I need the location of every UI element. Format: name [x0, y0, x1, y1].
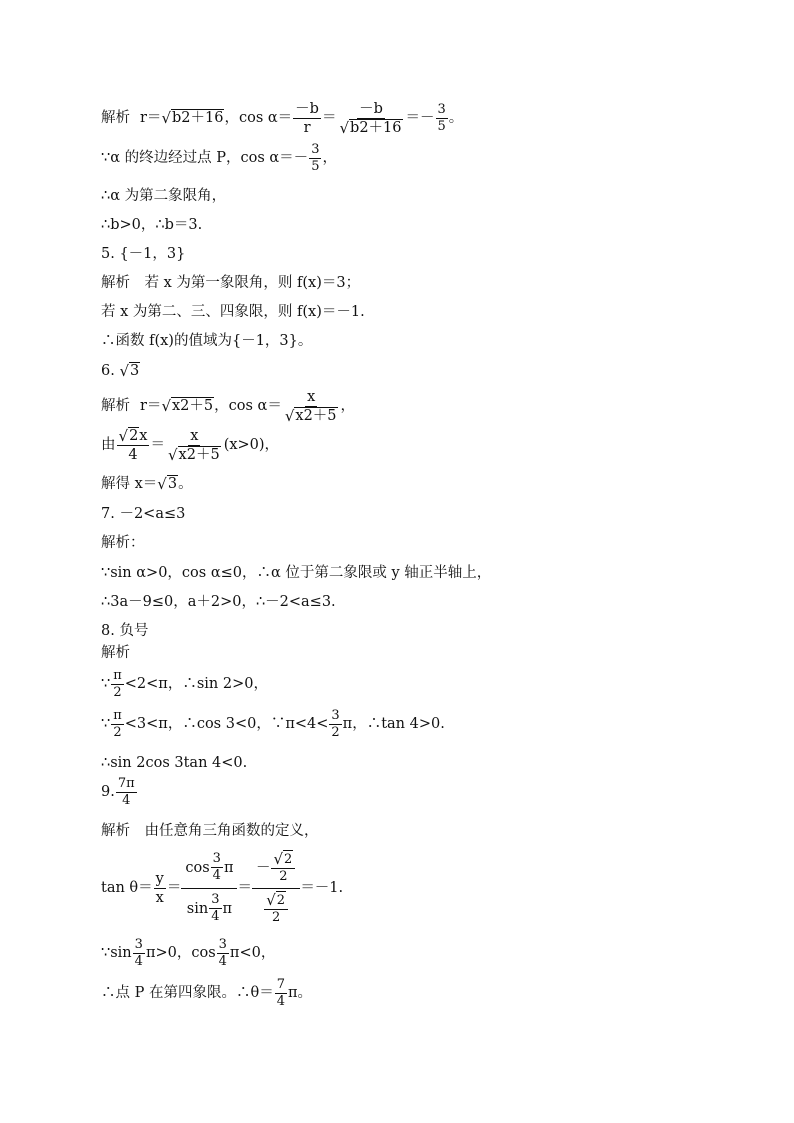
line-2 — [101, 137, 337, 179]
denominator: 2 — [331, 724, 340, 740]
sqrt-arg: x2＋5 — [295, 407, 337, 424]
fraction — [117, 427, 150, 464]
fraction — [271, 850, 295, 885]
fraction — [116, 776, 137, 809]
text: ＝－1. — [300, 880, 344, 896]
numerator: 3 — [331, 707, 340, 723]
text: ∵ — [101, 716, 111, 732]
numerator — [181, 848, 237, 889]
denominator: r — [303, 119, 311, 136]
text: ∴点 P 在第四象限。∴θ＝ — [101, 985, 274, 1001]
text: r＝ — [140, 110, 162, 126]
fraction — [329, 708, 341, 741]
text: x — [139, 427, 148, 444]
denominator: 4 — [128, 446, 138, 463]
sqrt: √ 3 — [119, 362, 140, 380]
line-11 — [101, 424, 279, 466]
text: ＝ — [237, 880, 252, 896]
numerator: 7 — [276, 976, 285, 992]
text: 。 — [178, 476, 193, 492]
text: π。 — [288, 985, 313, 1001]
text: ＝－ — [405, 110, 435, 126]
denominator: 4 — [212, 868, 221, 883]
line-16: ∴3a－9≤0，a＋2>0，∴－2<a≤3. — [101, 594, 336, 610]
denominator: 2 — [279, 869, 288, 884]
line-6: 解析 若 x 为第一象限角，则 f(x)＝3； — [101, 275, 361, 291]
numerator: 3 — [134, 936, 143, 952]
line-10 — [101, 385, 355, 427]
text: π>0，cos — [145, 945, 216, 961]
sqrt-arg: x2＋5 — [178, 446, 220, 463]
label-analysis: 解析 — [101, 398, 130, 414]
numerator: x — [307, 388, 316, 405]
sqrt: √ b2＋16 — [339, 118, 402, 137]
line-1 — [101, 97, 463, 139]
line-12 — [101, 474, 193, 494]
fraction — [293, 100, 321, 137]
line-19 — [101, 663, 268, 705]
denominator: x — [155, 889, 164, 906]
text: 9. — [101, 784, 115, 800]
numerator: 7π — [117, 775, 135, 791]
numerator: y — [155, 870, 164, 887]
numerator — [252, 848, 300, 889]
line-18: 解析 — [101, 645, 130, 661]
line-3: ∴α 为第二象限角， — [101, 188, 227, 204]
sqrt: √ 2 — [266, 891, 286, 909]
fraction — [337, 100, 404, 137]
sqrt-arg: 2 — [284, 852, 293, 867]
text: 解得 x＝ — [101, 476, 158, 492]
text: 由 — [101, 437, 116, 453]
denominator: 2 — [113, 724, 122, 740]
fraction — [264, 891, 288, 926]
numerator: －b — [359, 100, 383, 117]
fraction — [211, 851, 223, 884]
sqrt-arg: x2＋5 — [172, 398, 214, 414]
numerator: 3 — [218, 936, 227, 952]
text: cos — [185, 859, 210, 876]
sqrt: √ 2 — [118, 426, 139, 445]
text: π — [223, 859, 234, 876]
fraction — [133, 937, 145, 970]
line-22 — [101, 771, 138, 813]
fraction — [181, 848, 237, 929]
fraction — [111, 668, 124, 701]
fraction — [275, 977, 287, 1010]
text: ∵ — [101, 676, 111, 692]
text: ∵sin — [101, 945, 132, 961]
text: π，∴tan 4>0. — [342, 716, 445, 732]
denominator — [337, 119, 404, 137]
numerator: 3 — [437, 101, 446, 117]
text: ， — [322, 150, 337, 166]
text: － — [255, 859, 271, 876]
text: sin — [186, 900, 209, 917]
numerator — [271, 850, 295, 869]
sqrt: √ x2＋5 — [284, 406, 337, 425]
text: 6. — [101, 363, 120, 379]
label-analysis: 解析 — [101, 110, 130, 126]
fraction — [154, 870, 166, 907]
denominator: 2 — [272, 910, 281, 925]
numerator: π — [113, 707, 122, 723]
sqrt: √ x2＋5 — [167, 445, 220, 464]
line-17: 8. 负号 — [101, 623, 149, 639]
text: (x>0)， — [223, 437, 280, 453]
sqrt: √ 2 — [273, 850, 293, 868]
fraction — [166, 427, 223, 464]
text: tan θ＝ — [101, 880, 153, 896]
sqrt: √ 3 — [157, 475, 178, 493]
text: <3<π，∴cos 3<0，∵π<4< — [124, 716, 329, 732]
line-20 — [101, 703, 445, 745]
denominator: 4 — [211, 909, 220, 924]
sqrt-arg: b2＋16 — [350, 119, 402, 136]
line-9 — [101, 361, 140, 381]
text: <2<π，∴sin 2>0， — [124, 676, 268, 692]
line-14: 解析： — [101, 535, 145, 551]
line-26 — [101, 972, 312, 1014]
denominator: 5 — [311, 158, 320, 174]
sqrt-arg: 3 — [167, 476, 178, 492]
numerator: x — [190, 427, 199, 444]
numerator: －b — [295, 100, 319, 117]
sqrt: √ b2＋16 — [161, 109, 224, 127]
numerator — [117, 427, 150, 446]
text: 。 — [448, 110, 464, 126]
sqrt-arg: 2 — [129, 427, 139, 444]
text: r＝ — [140, 398, 162, 414]
fraction — [209, 892, 221, 925]
text: ，cos α＝ — [214, 398, 282, 414]
line-7: 若 x 为第二、三、四象限，则 f(x)＝－1. — [101, 304, 365, 320]
line-13: 7. －2<a≤3 — [101, 506, 186, 522]
denominator — [283, 407, 340, 425]
fraction — [436, 102, 448, 135]
denominator: 4 — [134, 953, 143, 969]
denominator — [166, 446, 223, 464]
text: ，cos α＝ — [224, 110, 293, 126]
fraction — [309, 142, 321, 175]
numerator: 3 — [211, 892, 220, 907]
line-8: ∴函数 f(x)的值域为{－1，3}。 — [101, 333, 313, 349]
fraction — [111, 708, 124, 741]
denominator: 4 — [276, 993, 285, 1009]
line-25 — [101, 932, 275, 974]
numerator: π — [113, 667, 122, 683]
sqrt-arg: 3 — [130, 363, 140, 379]
text: ＝ — [166, 880, 182, 896]
denominator: 4 — [218, 953, 227, 969]
numerator: 3 — [212, 851, 221, 866]
line-23: 解析 由任意角三角函数的定义， — [101, 823, 319, 839]
line-4: ∴b>0，∴b＝3. — [101, 217, 203, 233]
line-24 — [101, 843, 343, 933]
numerator — [264, 891, 288, 910]
sqrt-arg: b2＋16 — [172, 110, 224, 126]
text: ， — [340, 398, 356, 414]
line-15: ∵sin α>0，cos α≤0，∴α 位于第二象限或 y 轴正半轴上， — [101, 565, 492, 581]
line-5: 5. {－1，3} — [101, 246, 186, 262]
fraction — [283, 388, 340, 425]
denominator — [183, 889, 236, 929]
sqrt-arg: 2 — [276, 893, 286, 908]
fraction — [217, 937, 229, 970]
text: ＝ — [321, 110, 337, 126]
line-21: ∴sin 2cos 3tan 4<0. — [101, 755, 248, 771]
text: π — [222, 900, 233, 917]
denominator: 4 — [122, 792, 131, 808]
denominator — [259, 889, 293, 929]
text: ＝ — [150, 437, 165, 453]
text: ∵α 的终边经过点 P，cos α＝－ — [101, 150, 309, 166]
denominator: 5 — [437, 118, 446, 134]
denominator: 2 — [113, 684, 122, 700]
text: π<0， — [229, 945, 276, 961]
fraction — [252, 848, 300, 929]
sqrt: √ x2＋5 — [161, 397, 214, 415]
numerator: 3 — [311, 141, 320, 157]
